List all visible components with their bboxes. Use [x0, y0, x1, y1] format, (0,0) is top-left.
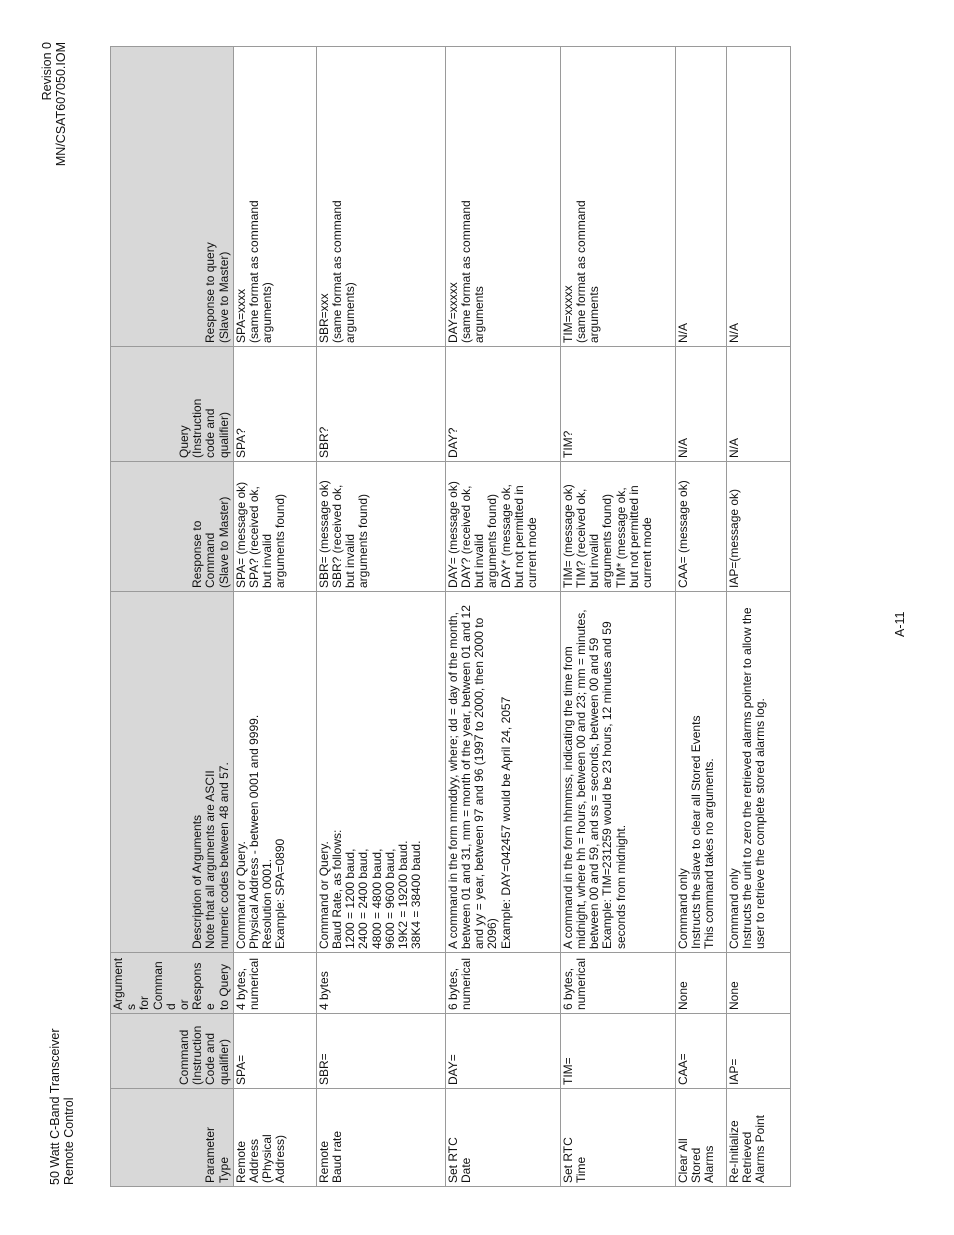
command-response-cell: IAP=(message ok): [726, 462, 790, 592]
table-row: [675, 47, 726, 1187]
arguments-cell: 4 bytes, numerical: [233, 953, 316, 1014]
command-response-cell: SBR= (message ok) SBR? (received ok, but invalid arguments found): [316, 462, 445, 592]
remote-command-table: [110, 46, 791, 1187]
description-cell: Command or Query. Baud Rate, as follows: 1200 = 1200 baud, 2400 = 2400 baud, 4800 = 4800 baud, 9600 = 9600 baud, 19K2 = 19200 baud. 38K4 = 38400 baud.: [316, 592, 445, 953]
query-response-cell: N/A: [726, 47, 790, 347]
header-manual-id: MN/CSAT607050.IOM: [54, 42, 68, 167]
command-response-cell: CAA= (message ok): [675, 462, 726, 592]
query-response-cell: N/A: [675, 47, 726, 347]
description-cell: Command only Instructs the unit to zero the retrieved alarms pointer to allow the user to retrieve the complete stored alarms log.: [726, 592, 790, 953]
column-header: Query (Instruction code and qualifier): [111, 347, 234, 462]
description-cell: Command or Query. Physical Address - between 0001 and 9999. Resolution 0001. Example: SPA=0890: [233, 592, 316, 953]
column-header: Response to Command (Slave to Master): [111, 462, 234, 592]
page-number: A-11: [893, 611, 907, 637]
arguments-cell: 6 bytes, numerical: [445, 953, 560, 1014]
query-response-cell: SBR=xxx (same format as command arguments): [316, 47, 445, 347]
document-header-right: [40, 42, 68, 207]
column-header: Parameter Type: [111, 1089, 234, 1187]
query-cell: SPA?: [233, 347, 316, 462]
command-cell: TIM=: [560, 1014, 675, 1089]
column-header: Arguments for Command or Response to Query: [111, 953, 234, 1014]
query-cell: SBR?: [316, 347, 445, 462]
table-row: [233, 47, 316, 1187]
query-cell: N/A: [675, 347, 726, 462]
command-cell: SPA=: [233, 1014, 316, 1089]
command-cell: CAA=: [675, 1014, 726, 1089]
parameter-type-cell: Re-Initialize Retrieved Alarms Point: [726, 1089, 790, 1187]
query-response-cell: SPA=xxxx (same format as command arguments): [233, 47, 316, 347]
document-header-left: [48, 1028, 76, 1185]
parameter-type-cell: Remote Baud rate: [316, 1089, 445, 1187]
arguments-cell: None: [726, 953, 790, 1014]
arguments-cell: None: [675, 953, 726, 1014]
column-header: Description of Arguments Note that all arguments are ASCII numeric codes between 48 and 57.: [111, 592, 234, 953]
header-section-title: Remote Control: [62, 1097, 76, 1185]
column-header: Response to query (Slave to Master): [111, 47, 234, 347]
description-cell: A command in the form mmddyy, where; dd = day of the month, between 01 and 31, mm = month of the year, between 01 and 12 and yy = year, between 97 and 96 (1997 to 2000, then 2000 to 2096) Example: DAY=042457 would be April 24, 2057: [445, 592, 560, 953]
parameter-type-cell: Set RTC Date: [445, 1089, 560, 1187]
parameter-type-cell: Clear All Stored Alarms: [675, 1089, 726, 1187]
command-response-cell: TIM= (message ok) TIM? (received ok, but invalid arguments found) TIM* (message ok, but not permitted in current mode: [560, 462, 675, 592]
command-cell: DAY=: [445, 1014, 560, 1089]
description-cell: Command only Instructs the slave to clear all Stored Events This command takes no arguments.: [675, 592, 726, 953]
header-product-title: 50 Watt C-Band Transceiver: [48, 1028, 62, 1185]
parameter-type-cell: Remote Address (Physical Address): [233, 1089, 316, 1187]
query-cell: N/A: [726, 347, 790, 462]
arguments-cell: 6 bytes, numerical: [560, 953, 675, 1014]
command-cell: SBR=: [316, 1014, 445, 1089]
parameter-type-cell: Set RTC Time: [560, 1089, 675, 1187]
table-row: [726, 47, 790, 1187]
table-row: [316, 47, 445, 1187]
query-response-cell: DAY=xxxxx (same format as command arguments: [445, 47, 560, 347]
arguments-cell: 4 bytes: [316, 953, 445, 1014]
header-revision: Revision 0: [40, 42, 54, 101]
command-cell: IAP=: [726, 1014, 790, 1089]
description-cell: A command in the form hhmmss, indicating the time from midnight, where hh = hours, between 00 and 23; mm = minutes, between 00 and 59, and ss = seconds, between 00 and 59 Example: TIM=231259 would be 23 hours, 12 minutes and 59 seconds from midnight.: [560, 592, 675, 953]
command-response-cell: DAY= (message ok) DAY? (received ok, but invalid arguments found) DAY* (message ok, but not permitted in current mode: [445, 462, 560, 592]
column-header: Command (Instruction Code and qualifier): [111, 1014, 234, 1089]
command-response-cell: SPA= (message ok) SPA? (received ok, but invalid arguments found): [233, 462, 316, 592]
query-cell: DAY?: [445, 347, 560, 462]
table-row: [445, 47, 560, 1187]
query-cell: TIM?: [560, 347, 675, 462]
query-response-cell: TIM=xxxxx (same format as command arguments: [560, 47, 675, 347]
table-row: [560, 47, 675, 1187]
table-header-row: [111, 47, 234, 1187]
